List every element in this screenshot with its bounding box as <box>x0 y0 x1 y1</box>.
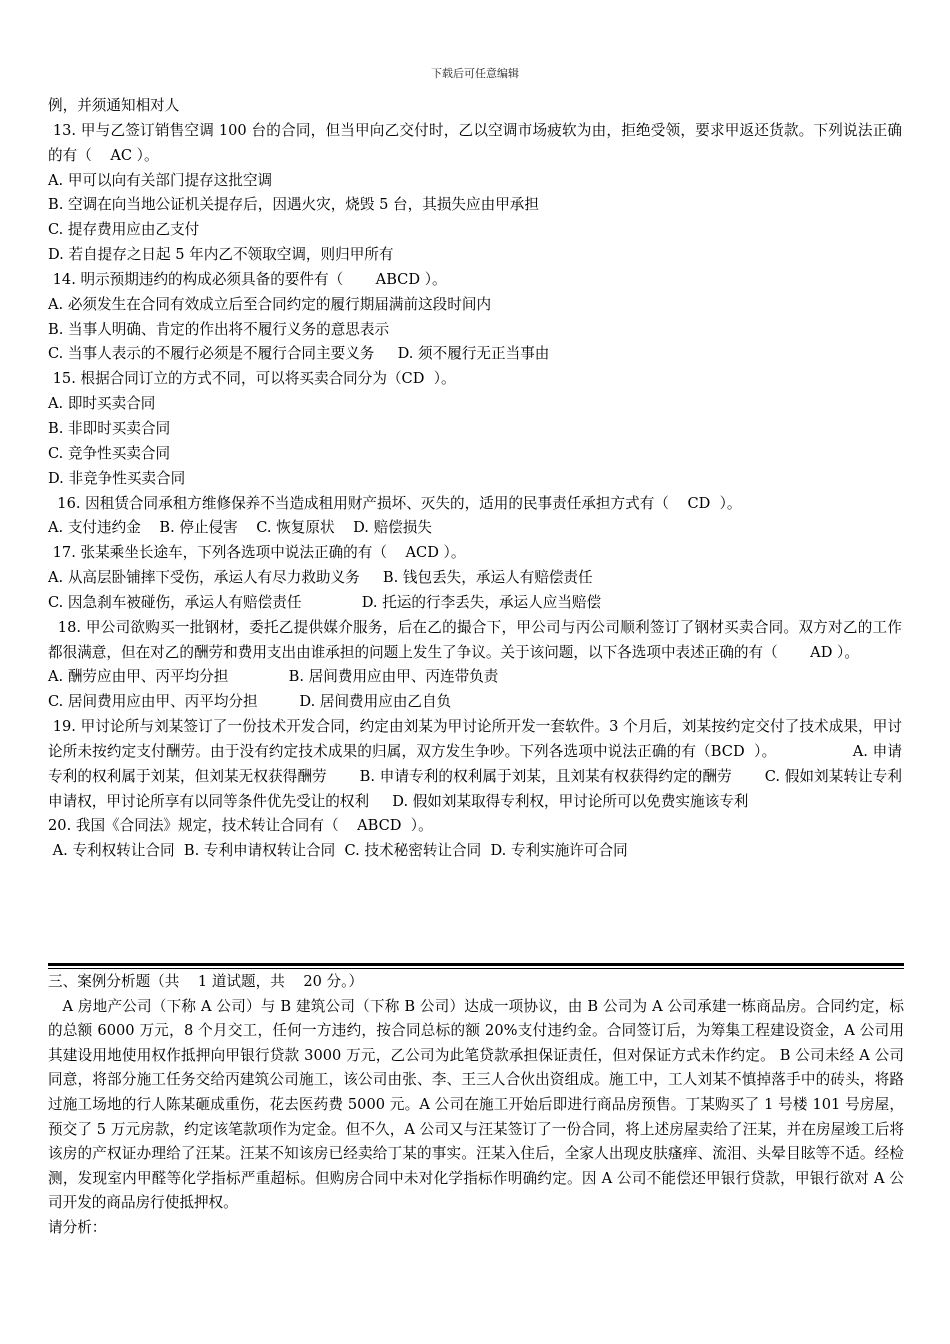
q15-stem: 15. 根据合同订立的方式不同，可以将买卖合同分为（CD ）。 <box>48 370 456 388</box>
q17-option-cd: C. 因急刹车被碰伤，承运人有赔偿责任 D. 托运的行李丢失，承运人应当赔偿 <box>48 593 602 611</box>
q12-tail: 例，并须通知相对人 <box>48 97 180 114</box>
q13-option-c: C. 提存费用应由乙支付 <box>48 221 200 239</box>
q14-option-a: A. 必须发生在合同有效成立后至合同约定的履行期届满前这段时间内 <box>48 295 492 313</box>
q15-option-a: A. 即时买卖合同 <box>48 395 156 413</box>
q16-options: A. 支付违约金 B. 停止侵害 C. 恢复原状 D. 赔偿损失 <box>48 519 432 537</box>
case-body: A 房地产公司（下称 A 公司）与 B 建筑公司（下称 B 公司）达成一项协议，由 B 公司为 A 公司承建一栋商品房。合同约定，标的总额 6000 万元，8 个月交工，任何一方违约，按合同总标的额 20%支付违约金。合同签订后，为筹集工程建设资金，A 公司用其建设用地使用权作抵押向甲银行贷款 3000 万元，乙公司为此笔贷款承担保证责任，但对保证方式未作约定。 B 公司未经 A 公司同意，将部分施工任务交给丙建筑公司施工，该公司由张、李、王三人合伙出资组成。施工中，工人刘某不慎掉落手中的砖头，将路过施工场地的行人陈某砸成重伤，花去医药费 5000 元。A 公司在施工开始后即进行商品房预售。丁某购买了 1 号楼 101 号房屋，预交了 5 万元房款，约定该笔款项作为定金。但不久，A 公司又与汪某签订了一份合同，将上述房屋卖给了汪某，并在房屋竣工后将该房的产权证办理给了汪某。汪某不知该房已经卖给丁某的事实。汪某入住后，全家人出现皮肤瘙痒、流泪、头晕目眩等不适。经检测，发现室内甲醛等化学指标严重超标。但购房合同中未对化学指标作明确约定。因 A 公司不能偿还甲银行贷款，甲银行欲对 A 公司开发的商品房行使抵押权。 <box>48 997 905 1212</box>
page-header: 下载后可任意编辑 <box>431 67 519 80</box>
q13-option-a: A. 甲可以向有关部门提存这批空调 <box>48 171 273 189</box>
case-heading: 三、案例分析题（共 1 道试题，共 20 分。） <box>48 973 364 990</box>
q15-option-d: D. 非竞争性买卖合同 <box>48 469 186 487</box>
q13-stem: 13. 甲与乙签订销售空调 100 台的合同，但当甲向乙交付时，乙以空调市场疲软为由，拒绝受领，要求甲返还货款。下列说法正确的有（ AC ）。 <box>48 121 902 164</box>
q18-option-cd: C. 居间费用应由甲、丙平均分担 D. 居间费用应由乙自负 <box>48 693 452 711</box>
case-prompt: 请分析： <box>48 1218 107 1236</box>
q19-text: 19. 甲讨论所与刘某签订了一份技术开发合同，约定由刘某为甲讨论所开发一套软件。3 个月后，刘某按约定交付了技术成果，甲讨论所未按约定支付酬劳。由于没有约定技术成果的归属，双方发生争吵。下列各选项中说法正确的有（BCD ）。 A. 申请专利的权利属于刘某，但刘某无权获得酬劳 B. 申请专利的权利属于刘某，且刘某有权获得约定的酬劳 C. 假如刘某转让专利申请权，甲讨论所享有以同等条件优先受让的权利 D. 假如刘某取得专利权，甲讨论所可以免费实施该专利 <box>48 718 903 810</box>
q14-option-b: B. 当事人明确、肯定的作出将不履行义务的意思表示 <box>48 320 390 338</box>
q18-stem: 18. 甲公司欲购买一批钢材，委托乙提供媒介服务，后在乙的撮合下，甲公司与丙公司顺利签订了钢材买卖合同。双方对乙的工作都很满意，但在对乙的酬劳和费用支出由谁承担的问题上发生了争议。关于该问题，以下各选项中表述正确的有（ AD ）。 <box>48 618 902 661</box>
questions-section <box>48 94 902 864</box>
q15-option-b: B. 非即时买卖合同 <box>48 419 171 437</box>
q13-option-d: D. 若自提存之日起 5 年内乙不领取空调，则归甲所有 <box>48 246 394 264</box>
section-divider <box>48 963 904 966</box>
q13-option-b: B. 空调在向当地公证机关提存后，因遇火灾，烧毁 5 台，其损失应由甲承担 <box>48 196 539 214</box>
q20-options: A. 专利权转让合同 B. 专利申请权转让合同 C. 技术秘密转让合同 D. 专利实施许可合同 <box>48 842 628 860</box>
q15-option-c: C. 竞争性买卖合同 <box>48 444 171 462</box>
section-divider-thin <box>48 968 904 969</box>
q14-stem: 14. 明示预期违约的构成必须具备的要件有（ ABCD ）。 <box>48 270 447 288</box>
q17-option-ab: A. 从高层卧铺摔下受伤，承运人有尽力救助义务 B. 钱包丢失，承运人有赔偿责任 <box>48 569 593 587</box>
q16-stem: 16. 因租赁合同承租方维修保养不当造成租用财产损坏、灭失的，适用的民事责任承担方式有（ CD ）。 <box>48 494 742 512</box>
q20-stem: 20. 我国《合同法》规定，技术转让合同有（ ABCD ）。 <box>48 817 433 835</box>
q14-option-cd: C. 当事人表示的不履行必须是不履行合同主要义务 D. 须不履行无正当事由 <box>48 345 550 363</box>
q18-option-ab: A. 酬劳应由甲、丙平均分担 B. 居间费用应由甲、丙连带负责 <box>48 668 499 686</box>
q17-stem: 17. 张某乘坐长途车，下列各选项中说法正确的有（ ACD ）。 <box>48 544 466 562</box>
case-analysis-section <box>48 970 904 1241</box>
